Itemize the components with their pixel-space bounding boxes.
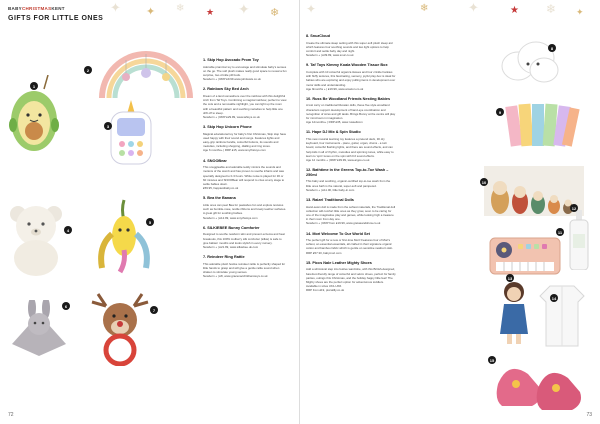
star-icon: ✦ <box>146 5 156 18</box>
item-title: 15. Piccs Nale Leather Mighty Shoes <box>306 260 372 265</box>
item-number-badge: 9 <box>496 108 504 116</box>
star-icon: ✦ <box>576 8 584 18</box>
list-item <box>203 255 287 278</box>
item-price: Age 6 months+ | RRP £15, www.smythstoys.com <box>203 148 266 153</box>
item-title: 3. Skip Hop Unicorn Phone <box>203 125 252 130</box>
list-item <box>306 168 396 192</box>
item-title: 4. SNOOBear <box>203 158 227 163</box>
item-body: Adorable pram/car toy to encourage and stimulate baby's senses on the go. The soft plush makes really good space to reveal a fun surprise, two crinkle pill buds. <box>203 64 287 77</box>
snowflake-icon: ❄ <box>176 3 185 14</box>
item-body: This baby and soothing, organic-certified top-to-toe wash from the little ones bath is the natural, super-soft and pampered. <box>306 179 391 188</box>
list-item <box>306 232 396 255</box>
item-number-badge: 13 <box>507 275 513 281</box>
right-text-column <box>306 34 396 299</box>
item-title: 9. Taf Toys Kimmy Koala Wooden Tissue Box <box>306 63 388 68</box>
koala-tissue-box-image <box>504 96 580 156</box>
item-title: 11. Hape DJ Mix & Spin Studio <box>306 130 361 135</box>
leather-shoes-image <box>494 354 588 416</box>
item-number-badge: 1 <box>30 82 38 90</box>
item-number-badge: 8 <box>548 44 556 52</box>
item-number-badge: 4 <box>64 226 72 234</box>
wash-bottle-image <box>568 210 590 270</box>
masthead-prefix: BABY <box>8 6 22 11</box>
item-price: Newborn + | RRP from £19.99, www.gretasandshow.co.uk <box>306 221 381 226</box>
masthead-accent: CHRISTMAS <box>21 6 52 11</box>
star-icon: ✦ <box>110 1 121 16</box>
list-item <box>306 34 396 57</box>
item-price: Newborn + | £8, www.gracenacchildrenstoys.co.uk <box>203 274 268 279</box>
item-price: Age 12months+ | RRP £35, www.russellcom <box>306 120 363 125</box>
item-body: A lost carry on traditional Russian dolls, these five style woodland characters support development of hand-eye coordination and recognition of sizes and gift tasks. Brings Bunny at the centre will play for mini-hours in imagination. <box>306 103 396 121</box>
snowflake-icon: ❄ <box>420 3 429 14</box>
list-item <box>306 198 396 226</box>
item-price: £59.95, happiestbaby.co.uk <box>203 186 239 191</box>
item-price: Newborn + | £11.00, little baby-in.com <box>306 187 355 192</box>
left-text-column <box>203 58 287 285</box>
item-title: 12. Bathtime in the Greens Top-to-Toe Wash – 250ml <box>306 168 389 177</box>
item-body: Hand-sewn doll is made from the softest materials, the Traditional doll collection will comfort little ones as they grow, soon to be caring for one of the imaginative play and games, while looking high a treasure in their room from day one. <box>306 204 396 222</box>
item-number-badge: 6 <box>62 302 70 310</box>
item-price: RRP £57.30, babymori.com <box>306 250 342 255</box>
masthead-suffix: KENT <box>51 6 65 11</box>
masthead <box>8 6 65 11</box>
item-number-badge: 14 <box>551 295 557 301</box>
page-title: GIFTS FOR LITTLE ONES <box>8 15 104 22</box>
list-item <box>203 226 287 249</box>
star-icon: ★ <box>510 5 519 16</box>
list-item <box>306 261 396 293</box>
list-item <box>203 87 287 119</box>
item-body: Complete with 10 colourful organza tissues and four crinkle hankies with fluffy textures, this fascinating, sensory, joyful play-box is ideal for babies who are exploring and enjoy pulling items in development over motor skills and understanding. <box>306 69 396 87</box>
item-body: Create the ultimate sleep setting with this super-soft plush sleep aid which features four soothing sounds and two light options to help comfort and settle baby day and night. <box>306 40 393 53</box>
star-icon: ✦ <box>468 1 479 16</box>
item-price: Age 9months + | £19.99, www.amazon.co.uk <box>306 86 364 91</box>
item-body: Dream of a land somewhere over the rainbow with this delightful Arch from Taf Toys. Combining a magical rainbow, perfect to view the cots and a removable nightlight, you can light up the room with a beautiful pattern and soothing melodies to help little one drift off to sleep. <box>203 93 287 115</box>
nesting-dolls-image <box>484 166 584 216</box>
snowflake-icon: ❄ <box>270 6 280 19</box>
silkiebee-bunny-image <box>12 300 66 356</box>
item-body: Add a whimsical step into festive wardrobe, with this British-designed, barefoot-friendly range of colourful and velcro shoes, perfect for family parties, outings this Christmas, and the holiday happy little feet! The Mighty shoes are the perfect option for adventurous toddlers. Available in sizes UK1-UK6. <box>306 267 396 289</box>
page-number: 73 <box>586 412 592 418</box>
item-body: Designed to soothe newborn skin and prevent eczema and heat breakouts, this 100% mulberry silk comforter (silkie) is safe to give babies' mouths and looks stylish in every nursery. <box>203 232 285 245</box>
item-price: Newborn + | £39.99, www.snuz.co.uk <box>306 53 354 58</box>
banana-toy-image <box>96 196 152 276</box>
item-price: Newborn + | £12.99, www.smythstoys.com <box>203 215 258 220</box>
list-item <box>306 63 396 91</box>
item-price: Age 12 months + | RRP £39.99, www.argos.co.uk <box>306 158 370 163</box>
item-title: 14. Mori Welcome To Our World Set <box>306 231 370 236</box>
item-price: Newborn + | RRP £29.99, www.taftoys.co.uk <box>203 114 260 119</box>
list-item <box>306 130 396 162</box>
item-title: 7. Reindeer Ring Rattle <box>203 255 245 260</box>
unicorn-phone-image <box>108 100 154 166</box>
item-number-badge: 5 <box>146 218 154 226</box>
item-title: 6. SILKIEBEE Bunny Comforter <box>203 225 260 230</box>
traditional-doll-image <box>498 280 530 346</box>
item-body: Little ones can peel Bea for peekaboo fun and explore textures such as bumble-nose, textile ribbons and lovely teether surfaces. A great gift for soothing babies. <box>203 203 287 216</box>
item-title: 8. SnuzCloud <box>306 34 331 38</box>
list-item <box>306 97 396 125</box>
list-item <box>203 159 287 191</box>
item-title: 5. Bea the Banana <box>203 196 236 201</box>
item-price: Newborn + | £21.99, www.silkiebee.uk.com <box>203 244 259 249</box>
item-price: RRP from £19, piccalilly.co.uk <box>306 288 345 293</box>
item-body: This snuggleable and adorable teddy mimics the sounds and motions of the womb and has proven to soothe infants and was specially designed to 0-3 hours. White noise is played for 30 or 60 minutes and SNOOBear will respond to cries at any stage to settle babies down. <box>203 165 285 187</box>
item-number-badge: 7 <box>150 306 158 314</box>
item-number-badge: 10 <box>481 179 487 185</box>
item-number-badge: 15 <box>489 357 495 363</box>
dj-spin-studio-image <box>488 234 562 276</box>
item-body: Magical educational toy for baby's first Christmas, Skip Hop have used happy with their sound and songs. Features lights and easy-grip rainbow handle, colourful buttons, its sounds and melodies, including shopping, dialling and ring tones. <box>203 131 287 149</box>
item-title: 10. Russ Be Woodland Friends Nesting Babies <box>306 96 391 101</box>
item-body: This adorable plush festive reindeer rattle is perfectly shaped for little hands to grasp and will give a gentle rattle sound when shaken to stimulate young senses. <box>203 261 286 275</box>
item-price: Newborn + | RRP £9.99 www.johnlewis.co.uk <box>203 77 261 82</box>
reindeer-rattle-image <box>88 290 152 366</box>
item-title: 1. Skip Hop Avocado Prom Toy <box>203 58 259 62</box>
item-number-badge: 11 <box>557 229 563 235</box>
item-body: This new musical learning toy features a pretend deck, 30 dry keyboard, four instruments - piano, guitar, organ, drums - a turn board, colourful flashing lights, and there are sound effects, and can help kids in all of rhythm, melodies and spinning tunes, while easy to learn to 'spin' tunes on the spin with DJ sound effects. <box>306 137 394 158</box>
star-icon: ✦ <box>238 2 250 18</box>
item-title: 13. Raizel Traditional Dolls <box>306 197 354 202</box>
rainbow-arch-image <box>92 30 200 100</box>
item-number-badge: 12 <box>571 205 577 211</box>
page-number: 72 <box>8 412 14 418</box>
item-number-badge: 2 <box>84 66 92 74</box>
star-icon: ✦ <box>306 2 317 16</box>
star-icon: ★ <box>206 8 215 18</box>
item-number-badge: 3 <box>104 122 112 130</box>
list-item <box>203 58 287 81</box>
list-item <box>203 196 287 219</box>
snowflake-icon: ❄ <box>546 2 557 16</box>
list-item <box>203 125 287 153</box>
mori-welcome-set-image <box>538 282 586 350</box>
item-body: The perfect gift for a new or first-time Mori! Features four of Mori's softest, an essential essentials, all crafted in their signature organic cotton and bamboo fabric which is gentle on sensitive newborn skin. <box>306 238 394 251</box>
snoobear-image <box>6 200 66 276</box>
item-title: 2. Rainbow Sky Bed Arch <box>203 87 249 92</box>
right-page <box>300 0 600 424</box>
